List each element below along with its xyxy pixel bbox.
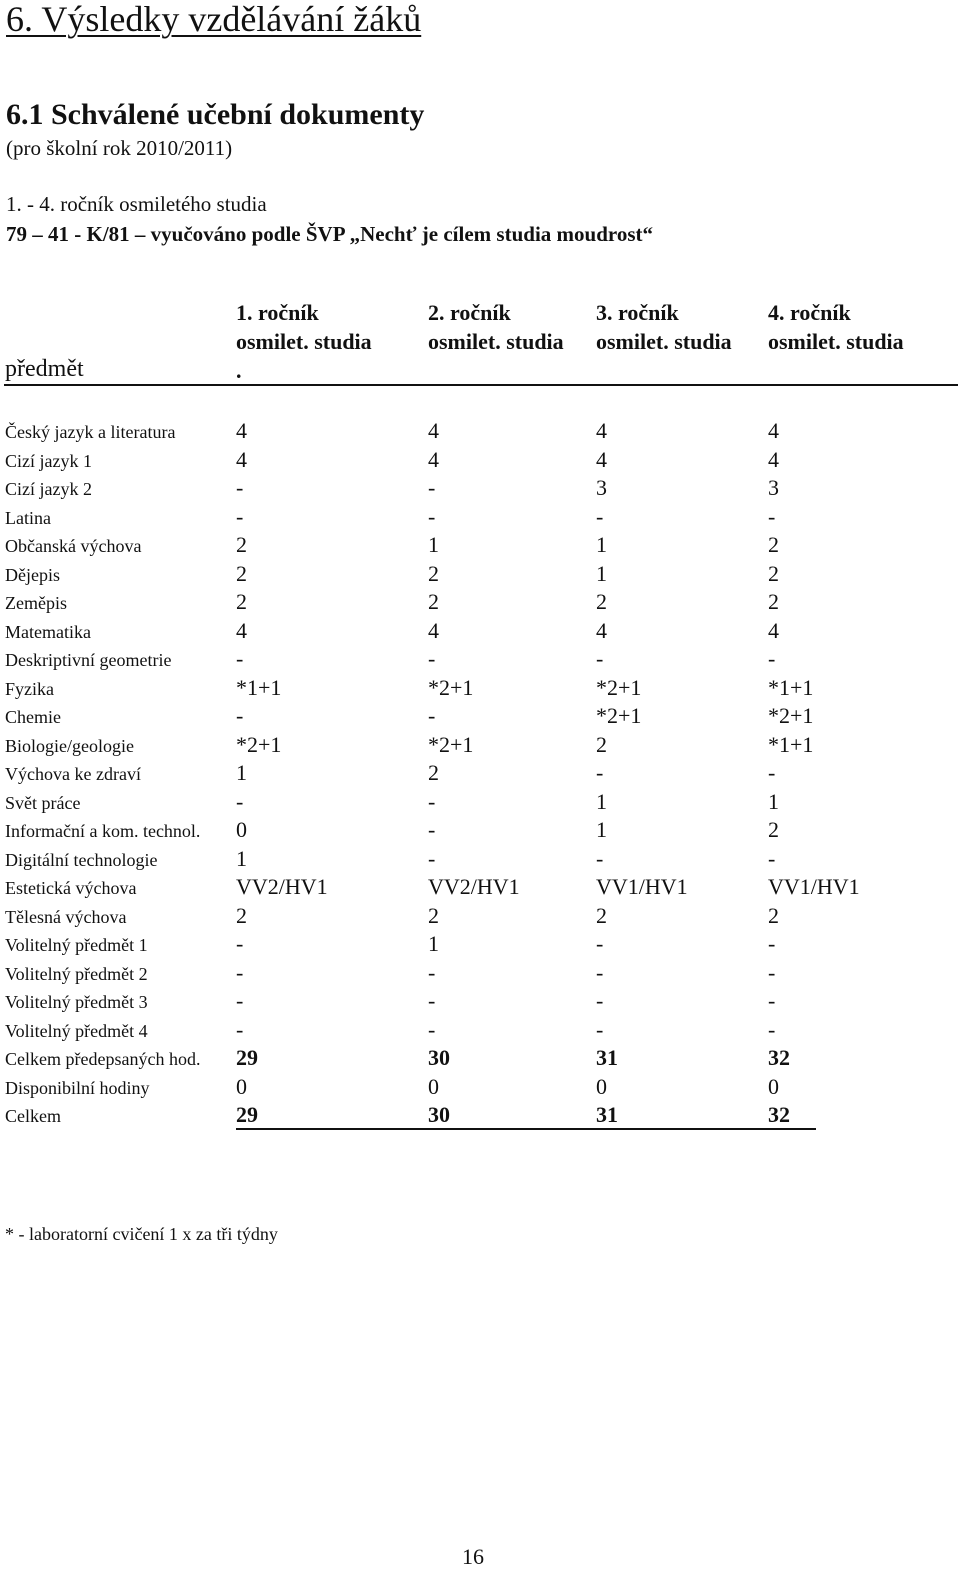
value-cell-year-1: - bbox=[236, 475, 244, 500]
value-cell-year-4: - bbox=[768, 646, 776, 671]
subject-cell: Fyzika bbox=[5, 678, 54, 699]
column-header-2-line2: osmilet. studia bbox=[428, 329, 564, 354]
value-cell-year-2: - bbox=[428, 503, 436, 529]
subject-cell: Celkem bbox=[5, 1106, 61, 1126]
page-number: 16 bbox=[462, 1544, 484, 1569]
table-row bbox=[0, 504, 960, 532]
totals-underline bbox=[236, 1128, 816, 1130]
value-cell-year-4: 4 bbox=[768, 446, 779, 472]
subject-cell: Český jazyk a literatura bbox=[5, 422, 176, 442]
value-cell-year-1: 4 bbox=[236, 617, 247, 643]
subject-cell: Dějepis bbox=[5, 564, 60, 585]
value-cell-year-2: - bbox=[428, 988, 436, 1013]
value-cell-year-4: VV1/HV1 bbox=[768, 874, 860, 899]
table-row bbox=[0, 903, 960, 931]
column-header-1-line1: 1. ročník bbox=[236, 300, 319, 325]
value-cell-year-2: 2 bbox=[428, 760, 439, 785]
value-cell-year-3: VV1/HV1 bbox=[596, 874, 688, 899]
table-row bbox=[0, 646, 960, 674]
value-cell-year-4: - bbox=[768, 988, 776, 1013]
value-cell-year-4: 2 bbox=[768, 560, 779, 586]
value-cell-year-2: - bbox=[428, 475, 436, 500]
table-row bbox=[0, 988, 960, 1016]
program-name: 1. - 4. ročník osmiletého studia bbox=[6, 192, 267, 216]
value-cell-year-4: 2 bbox=[768, 589, 779, 614]
value-cell-year-4: *2+1 bbox=[768, 703, 814, 728]
value-cell-year-4: *1+1 bbox=[768, 674, 814, 700]
value-cell-year-2: 1 bbox=[428, 532, 439, 557]
value-cell-year-3: 1 bbox=[596, 788, 607, 814]
table-row bbox=[0, 789, 960, 817]
table-row bbox=[0, 1074, 960, 1102]
value-cell-year-1: *2+1 bbox=[236, 731, 282, 757]
value-cell-year-1: 1 bbox=[236, 760, 247, 785]
value-cell-year-4: 1 bbox=[768, 788, 779, 814]
value-cell-year-4: 32 bbox=[768, 1102, 790, 1127]
value-cell-year-1: 4 bbox=[236, 418, 247, 443]
value-cell-year-4: - bbox=[768, 503, 776, 529]
value-cell-year-1: - bbox=[236, 503, 244, 529]
value-cell-year-4: - bbox=[768, 760, 776, 785]
value-cell-year-2: 4 bbox=[428, 617, 439, 643]
table-row bbox=[0, 1045, 960, 1073]
table-row bbox=[0, 1102, 960, 1130]
value-cell-year-3: - bbox=[596, 646, 604, 671]
value-cell-year-1: 0 bbox=[236, 817, 247, 842]
table-row bbox=[0, 931, 960, 959]
value-cell-year-1: VV2/HV1 bbox=[236, 874, 328, 899]
value-cell-year-1: - bbox=[236, 703, 244, 728]
footnote: * - laboratorní cvičení 1 x za tři týdny bbox=[5, 1224, 278, 1244]
subject-column-header: předmět bbox=[5, 356, 84, 382]
value-cell-year-3: - bbox=[596, 988, 604, 1013]
value-cell-year-4: - bbox=[768, 1016, 776, 1042]
chapter-title: 6. Výsledky vzdělávání žáků bbox=[6, 0, 422, 39]
value-cell-year-2: *2+1 bbox=[428, 674, 474, 700]
value-cell-year-3: - bbox=[596, 1016, 604, 1042]
column-header-1-line3: . bbox=[236, 358, 242, 383]
value-cell-year-3: - bbox=[596, 503, 604, 529]
table-row bbox=[0, 817, 960, 845]
column-header-2-line1: 2. ročník bbox=[428, 300, 511, 325]
value-cell-year-2: 4 bbox=[428, 418, 439, 443]
value-cell-year-3: 31 bbox=[596, 1102, 618, 1127]
value-cell-year-1: 2 bbox=[236, 902, 247, 928]
value-cell-year-4: 32 bbox=[768, 1045, 790, 1070]
subject-cell: Biologie/geologie bbox=[5, 735, 134, 756]
value-cell-year-3: 2 bbox=[596, 902, 607, 928]
subject-cell: Volitelný předmět 1 bbox=[5, 935, 148, 955]
value-cell-year-1: 0 bbox=[236, 1073, 247, 1099]
section-title: 6.1 Schválené učební dokumenty bbox=[6, 98, 425, 131]
value-cell-year-4: 2 bbox=[768, 817, 779, 842]
value-cell-year-3: 1 bbox=[596, 817, 607, 842]
value-cell-year-3: 2 bbox=[596, 589, 607, 614]
value-cell-year-4: 3 bbox=[768, 475, 779, 500]
value-cell-year-2: 0 bbox=[428, 1073, 439, 1099]
value-cell-year-1: 2 bbox=[236, 532, 247, 557]
value-cell-year-3: - bbox=[596, 760, 604, 785]
subject-cell: Digitální technologie bbox=[5, 849, 158, 870]
table-row bbox=[0, 532, 960, 560]
school-year: (pro školní rok 2010/2011) bbox=[6, 136, 233, 160]
table-row bbox=[0, 846, 960, 874]
value-cell-year-3: - bbox=[596, 931, 604, 956]
value-cell-year-2: VV2/HV1 bbox=[428, 874, 520, 899]
table-row bbox=[0, 418, 960, 446]
header-rule bbox=[4, 384, 958, 386]
column-header-3-line1: 3. ročník bbox=[596, 300, 679, 325]
subject-cell: Volitelný předmět 3 bbox=[5, 992, 148, 1012]
value-cell-year-1: - bbox=[236, 959, 244, 985]
subject-cell: Občanská výchova bbox=[5, 536, 142, 556]
value-cell-year-2: - bbox=[428, 845, 436, 871]
value-cell-year-2: 1 bbox=[428, 931, 439, 956]
value-cell-year-3: 1 bbox=[596, 560, 607, 586]
value-cell-year-4: *1+1 bbox=[768, 731, 814, 757]
value-cell-year-2: - bbox=[428, 703, 436, 728]
value-cell-year-3: 4 bbox=[596, 418, 607, 443]
column-header-3 bbox=[596, 298, 732, 356]
value-cell-year-1: 1 bbox=[236, 845, 247, 871]
program-code: 79 – 41 - K/81 – vyučováno podle ŠVP „Nechť je cílem studia moudrost“ bbox=[6, 222, 653, 246]
subject-cell: Estetická výchova bbox=[5, 878, 137, 898]
subject-cell: Svět práce bbox=[5, 792, 81, 813]
table-row bbox=[0, 960, 960, 988]
subject-cell: Matematika bbox=[5, 621, 91, 642]
value-cell-year-1: 29 bbox=[236, 1102, 258, 1127]
subject-cell: Chemie bbox=[5, 707, 61, 727]
subject-cell: Informační a kom. technol. bbox=[5, 821, 201, 841]
value-cell-year-3: 1 bbox=[596, 532, 607, 557]
value-cell-year-2: - bbox=[428, 959, 436, 985]
column-header-4-line1: 4. ročník bbox=[768, 300, 851, 325]
value-cell-year-4: - bbox=[768, 845, 776, 871]
table-row bbox=[0, 475, 960, 503]
value-cell-year-1: - bbox=[236, 931, 244, 956]
value-cell-year-1: - bbox=[236, 788, 244, 814]
subject-cell: Disponibilní hodiny bbox=[5, 1077, 150, 1098]
subject-cell: Celkem předepsaných hod. bbox=[5, 1049, 201, 1069]
table-row bbox=[0, 703, 960, 731]
table-row bbox=[0, 874, 960, 902]
column-header-1 bbox=[236, 298, 372, 385]
value-cell-year-2: 30 bbox=[428, 1102, 450, 1127]
value-cell-year-2: 2 bbox=[428, 589, 439, 614]
value-cell-year-1: 4 bbox=[236, 446, 247, 472]
value-cell-year-4: 4 bbox=[768, 418, 779, 443]
column-header-2 bbox=[428, 298, 564, 356]
value-cell-year-1: 2 bbox=[236, 589, 247, 614]
table-row bbox=[0, 675, 960, 703]
table-row bbox=[0, 589, 960, 617]
column-header-1-line2: osmilet. studia bbox=[236, 329, 372, 354]
subject-cell: Cizí jazyk 1 bbox=[5, 450, 92, 471]
value-cell-year-4: 2 bbox=[768, 902, 779, 928]
value-cell-year-2: 2 bbox=[428, 560, 439, 586]
table-row bbox=[0, 732, 960, 760]
column-header-4-line2: osmilet. studia bbox=[768, 329, 904, 354]
value-cell-year-3: - bbox=[596, 959, 604, 985]
value-cell-year-2: - bbox=[428, 788, 436, 814]
subject-cell: Výchova ke zdraví bbox=[5, 764, 141, 784]
table-row bbox=[0, 760, 960, 788]
subject-cell: Deskriptivní geometrie bbox=[5, 650, 172, 670]
value-cell-year-4: - bbox=[768, 959, 776, 985]
value-cell-year-1: - bbox=[236, 1016, 244, 1042]
subject-cell: Volitelný předmět 4 bbox=[5, 1020, 148, 1041]
value-cell-year-3: 3 bbox=[596, 475, 607, 500]
subject-cell: Volitelný předmět 2 bbox=[5, 963, 148, 984]
subject-cell: Cizí jazyk 2 bbox=[5, 479, 92, 499]
value-cell-year-3: *2+1 bbox=[596, 674, 642, 700]
value-cell-year-1: 2 bbox=[236, 560, 247, 586]
column-header-4 bbox=[768, 298, 904, 356]
value-cell-year-3: 31 bbox=[596, 1045, 618, 1070]
value-cell-year-4: - bbox=[768, 931, 776, 956]
value-cell-year-3: 2 bbox=[596, 731, 607, 757]
subject-cell: Latina bbox=[5, 507, 51, 528]
value-cell-year-2: *2+1 bbox=[428, 731, 474, 757]
value-cell-year-1: *1+1 bbox=[236, 674, 282, 700]
value-cell-year-1: - bbox=[236, 646, 244, 671]
value-cell-year-3: - bbox=[596, 845, 604, 871]
value-cell-year-2: - bbox=[428, 1016, 436, 1042]
value-cell-year-3: *2+1 bbox=[596, 703, 642, 728]
value-cell-year-4: 4 bbox=[768, 617, 779, 643]
subject-cell: Tělesná výchova bbox=[5, 906, 127, 927]
value-cell-year-3: 4 bbox=[596, 617, 607, 643]
value-cell-year-1: 29 bbox=[236, 1045, 258, 1070]
value-cell-year-2: - bbox=[428, 646, 436, 671]
value-cell-year-3: 0 bbox=[596, 1073, 607, 1099]
table-row bbox=[0, 447, 960, 475]
value-cell-year-2: - bbox=[428, 817, 436, 842]
subject-cell: Zeměpis bbox=[5, 593, 67, 613]
table-row bbox=[0, 1017, 960, 1045]
value-cell-year-3: 4 bbox=[596, 446, 607, 472]
column-header-3-line2: osmilet. studia bbox=[596, 329, 732, 354]
value-cell-year-2: 4 bbox=[428, 446, 439, 472]
table-row bbox=[0, 561, 960, 589]
value-cell-year-2: 30 bbox=[428, 1045, 450, 1070]
value-cell-year-1: - bbox=[236, 988, 244, 1013]
value-cell-year-2: 2 bbox=[428, 902, 439, 928]
value-cell-year-4: 0 bbox=[768, 1073, 779, 1099]
value-cell-year-4: 2 bbox=[768, 532, 779, 557]
table-row bbox=[0, 618, 960, 646]
